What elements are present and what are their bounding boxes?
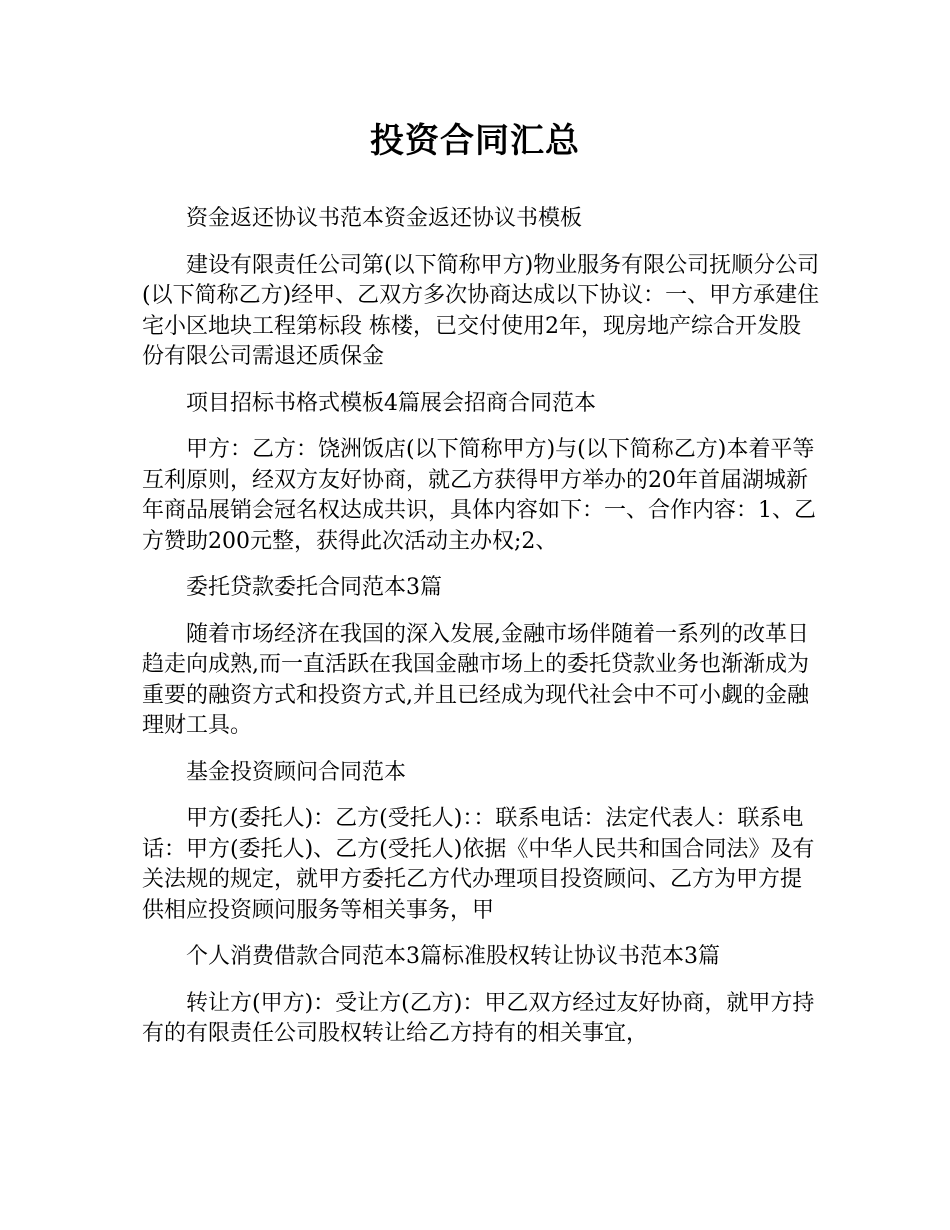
document-title: 投资合同汇总 (370, 121, 580, 161)
section-heading: 个人消费借款合同范本3篇标准股权转让协议书范本3篇 (186, 944, 720, 969)
section-heading: 资金返还协议书范本资金返还协议书模板 (186, 206, 583, 231)
body-paragraph: 建设有限责任公司第(以下简称甲方)物业服务有限公司抚顺分公司(以下简称乙方)经甲、乙双方多次协商达成以下协议：一、甲方承建住宅小区地块工程第标段 栋楼，已交付使用2年，现房地产综合开发股份有限公司需退还质保金 (142, 252, 820, 369)
section-heading: 项目招标书格式模板4篇展会招商合同范本 (186, 390, 596, 416)
section-heading: 委托贷款委托合同范本3篇 (186, 575, 442, 600)
document-body (142, 204, 822, 1066)
body-paragraph: 甲方(委托人)：乙方(受托人)：：联系电话：法定代表人：联系电话：甲方(委托人)、乙方(受托人)依据《中华人民共和国合同法》及有关法规的规定，就甲方委托乙方代办理项目投资顾问、乙方为甲方提供相应投资顾问服务等相关事务，甲 (142, 806, 815, 923)
body-paragraph: 随着市场经济在我国的深入发展,金融市场伴随着一系列的改革日趋走向成熟,而一直活跃在我国金融市场上的委托贷款业务也渐渐成为重要的融资方式和投资方式,并且已经成为现代社会中不可小觑的金融理财工具。 (142, 621, 809, 738)
body-paragraph: 甲方：乙方：饶洲饭店(以下简称甲方)与(以下简称乙方)本着平等互利原则，经双方友好协商，就乙方获得甲方举办的20年首届湖城新年商品展销会冠名权达成共识，具体内容如下：一、合作内容：1、乙方赞助200元整，获得此次活动主办权;2、 (142, 437, 816, 554)
section-heading: 基金投资顾问合同范本 (186, 759, 407, 785)
body-paragraph: 转让方(甲方)：受让方(乙方)：甲乙双方经过友好协商，就甲方持有的有限责任公司股权转让给乙方持有的相关事宜， (142, 990, 815, 1046)
